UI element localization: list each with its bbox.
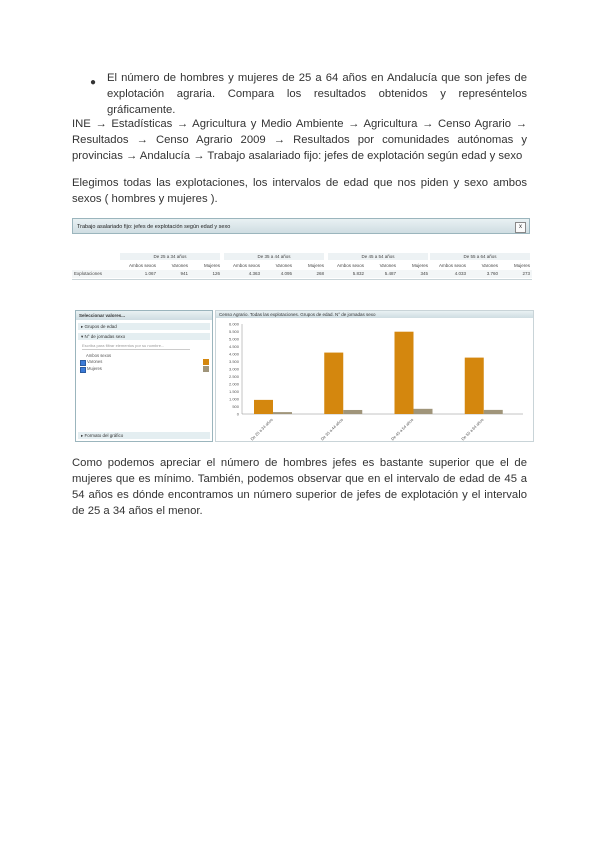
table-column-header: Ambos sexos [438,263,466,268]
table-row-label: Explotaciones [74,271,103,276]
table-window-title: Trabajo asalariado fijo: jefes de explotación según edad y sexo x [72,218,530,234]
table-divider [72,279,532,280]
table-cell: 345 [420,271,428,276]
table-column-header: Varones [481,263,498,268]
bullet-text: El número de hombres y mujeres de 25 a 64 años en Andalucía que son jefes de explotación agraria. Compara los resultados obtenidos y represéntelos gráficamente. [107,72,527,116]
checkbox-mujeres[interactable] [80,367,86,373]
table-column-header: Mujeres [513,263,530,268]
table-column-header: Mujeres [307,263,324,268]
bar-mujeres-0[interactable] [273,412,292,414]
close-icon[interactable]: x [515,222,526,233]
y-tick-label: 0 [236,411,239,417]
y-tick-label: 6.000 [228,321,239,327]
table-column-header: Varones [275,263,292,268]
bullet-marker: ● [90,77,97,88]
table-cell: 4.095 [280,271,292,276]
y-tick-label: 4.500 [228,344,239,349]
chart-area [215,310,534,442]
x-tick-label: De 35 a 44 años [319,417,344,441]
table-column-header: Varones [171,263,188,268]
table-column-header: Ambos sexos [232,263,260,268]
chart-screenshot [75,310,532,442]
color-swatch-varones[interactable] [203,359,209,365]
y-tick-label: 2.500 [228,374,239,379]
conclusion-paragraph: Como podemos apreciar el número de hombres jefes es bastante superior que el de mujeres que es mínimo. También, podemos observar que en el intervalo de edad de 45 a 54 años es dónde encontramos un número superior de jefes de explotación y el intervalo de 25 a 34 años el menor. [72,457,527,517]
bar-mujeres-2[interactable] [414,409,433,414]
checkbox-varones[interactable] [80,360,86,366]
table-cell: 268 [316,271,324,276]
y-tick-label: 5.000 [228,336,239,342]
table-group-header: De 35 a 44 años [224,253,324,260]
sex-section[interactable]: ▾ N° de jornadas sexo [78,333,210,340]
color-swatch-mujeres[interactable] [203,366,209,372]
navigation-path-paragraph: INE → Estadísticas → Agricultura y Medio Ambiente → Agricultura → Censo Agrario → Resultados → Censo Agrario 2009 → Resultados por comunidades autónomas y provincias → Andalucía → Trabajo asalariado fijo: jefes de explotación según edad y sexo [72,118,527,162]
selection-paragraph: Elegimos todas las explotaciones, los intervalos de edad que nos piden y sexo ambos sexos ( hombres y mujeres ). [72,177,527,205]
y-tick-label: 4.000 [228,351,239,357]
list-title: Ambos sexos [86,353,112,358]
bar-varones-1[interactable] [324,353,343,414]
table-cell: 941 [180,271,188,276]
table-group-header: De 25 a 34 años [120,253,220,260]
table-column-header: Ambos sexos [336,263,364,268]
bar-mujeres-3[interactable] [484,410,503,414]
table-column-header: Mujeres [411,263,428,268]
y-tick-label: 2.000 [228,381,239,387]
list-item-mujeres: Mujeres [87,366,102,371]
bar-varones-2[interactable] [395,332,414,414]
chart-title: Censo Agrario. Todas las explotaciones. Grupos de edad. N° de jornadas sexo [216,311,533,318]
y-tick-label: 3.000 [228,366,239,372]
table-cell: 5.487 [384,271,396,276]
chart-format-section[interactable]: ▸ Formato del gráfico [78,432,210,439]
y-tick-label: 1.000 [228,396,239,402]
selector-panel-title: Seleccionar valores... [76,311,212,320]
bar-varones-3[interactable] [465,358,484,414]
x-tick-label: De 45 a 54 años [389,417,415,441]
table-column-header: Varones [379,263,396,268]
bar-chart [216,318,533,441]
table-screenshot [72,218,532,284]
table-cell: 126 [212,271,220,276]
table-cell: 4.363 [248,271,260,276]
table-group-header: De 45 a 54 años [328,253,428,260]
y-tick-label: 500 [232,404,239,409]
table-cell: 4.033 [454,271,466,276]
y-tick-label: 1.500 [228,389,239,394]
filter-input[interactable]: Escriba para filtrar elementos por su nombre... [82,342,190,350]
y-tick-label: 3.500 [228,359,239,364]
table-group-header: De 55 a 64 años [430,253,530,260]
list-item-varones: Varones [87,359,103,364]
table-cell: 5.832 [352,271,364,276]
selector-panel [75,310,213,442]
table-cell: 273 [522,271,530,276]
x-tick-label: De 55 a 64 años [460,417,485,441]
table-column-header: Mujeres [203,263,220,268]
table-column-header: Ambos sexos [128,263,156,268]
bar-varones-0[interactable] [254,400,273,414]
bar-mujeres-1[interactable] [343,410,362,414]
table-cell: 3.760 [486,271,498,276]
x-tick-label: De 25 a 34 años [249,417,274,441]
table-cell: 1.067 [144,271,156,276]
age-group-section[interactable]: ▸ Grupos de edad [78,323,210,330]
y-tick-label: 5.500 [228,329,239,334]
